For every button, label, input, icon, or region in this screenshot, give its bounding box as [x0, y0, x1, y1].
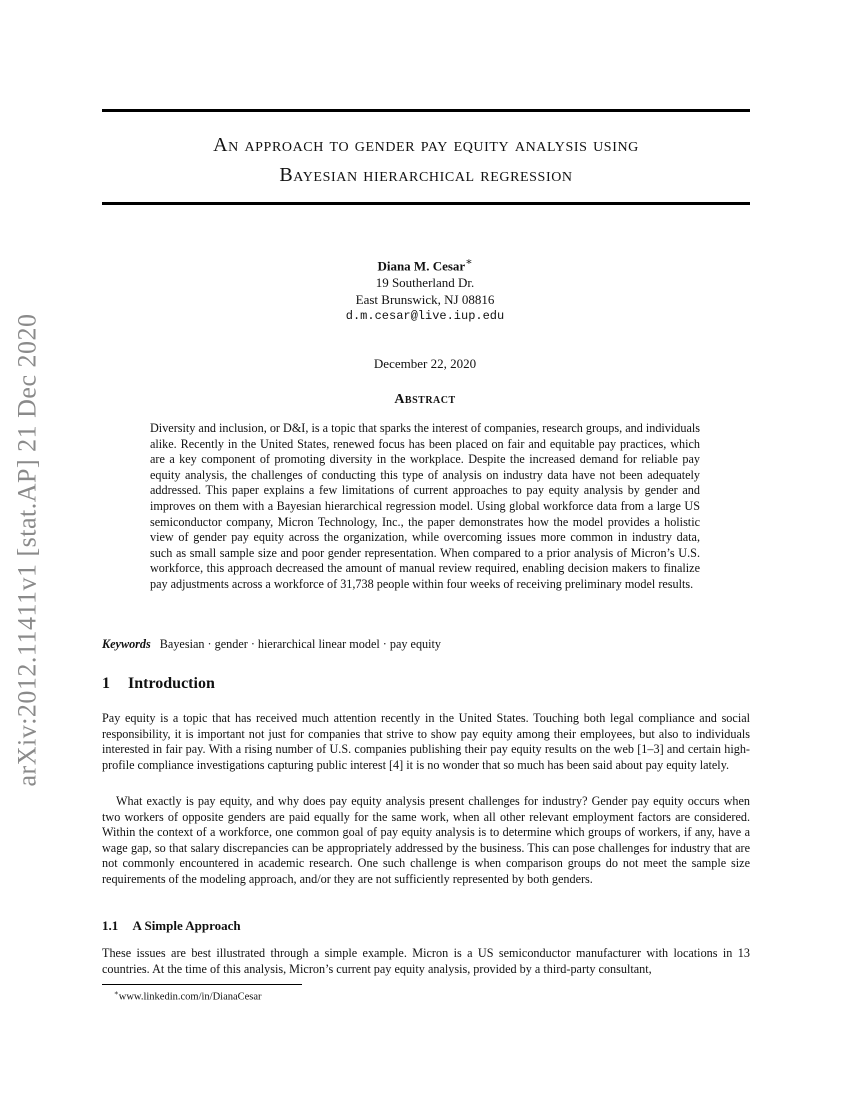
author-email: d.m.cesar@live.iup.edu: [345, 309, 505, 324]
footnote: [114, 989, 262, 1003]
subsection-heading-simple-approach: [102, 918, 750, 934]
title-line-2: Bayesian hierarchical regression: [279, 164, 573, 186]
subsection-title: A Simple Approach: [132, 918, 241, 933]
keywords-line: [102, 637, 750, 652]
footnote-link[interactable]: www.linkedin.com/in/DianaCesar: [118, 991, 262, 1003]
paper-date: December 22, 2020: [373, 356, 477, 371]
introduction-paragraph-2: What exactly is pay equity, and why does pay equity analysis present challenges for industry? Gender pay equity occurs when two workers of opposite genders are paid equally for the same work, when all other relevant employment factors are considered. Within the context of a workforce, one common goal of pay equity analysis is to determine which groups of workers, if any, have a wage gap, so that salary discrepancies can be appropriately addressed by the business. This can pose challenges for industry that are not commonly encountered in academic research. One such challenge is when comparison groups do not meet the sample size requirements of the modeling approach, and/or they are not sufficiently represented by both genders.: [102, 794, 750, 886]
footnote-rule: [102, 984, 302, 985]
footnote-mark: ∗: [114, 989, 119, 997]
keywords-list: Bayesian · gender · hierarchical linear model · pay equity: [159, 637, 442, 651]
author-name: Diana M. Cesar: [377, 258, 466, 274]
simple-approach-paragraph-1: These issues are best illustrated through a simple example. Micron is a US semiconductor manufacturer with locations in 13 countries. At the time of this analysis, Micron’s current pay equity analysis, provided by a third-party consultant,: [102, 946, 750, 976]
title-bottom-rule: [102, 202, 750, 205]
paper-title: [102, 130, 750, 190]
title-top-rule: [102, 109, 750, 112]
subsection-number: 1.1: [102, 918, 119, 933]
author-address-1: 19 Southerland Dr.: [375, 275, 475, 291]
keywords-label: Keywords: [102, 637, 151, 651]
author-block: [230, 254, 620, 325]
section-number: 1: [102, 675, 110, 692]
section-title: Introduction: [128, 675, 215, 692]
arxiv-identifier: arXiv:2012.11411v1 [stat.AP] 21 Dec 2020: [12, 313, 42, 787]
author-address-2: East Brunswick, NJ 08816: [355, 292, 495, 308]
title-line-1: An approach to gender pay equity analysis using: [213, 134, 639, 156]
abstract-heading: Abstract: [394, 392, 456, 407]
abstract-text: Diversity and inclusion, or D&I, is a topic that sparks the interest of companies, research groups, and individuals alike. Recently in the United States, renewed focus has been placed on fair and equitable pay practices, which are a key component of promoting diversity in the workplace. Despite the increased demand for reliable pay equity analysis, the challenges of conducting this type of analysis on industry data have not been adequately addressed. This paper explains a few limitations of current approaches to pay equity analysis by gender and improves on them with a Bayesian hierarchical regression model. Using global workforce data from a large US semiconductor company, Micron Technology, Inc., the paper demonstrates how the model provides a holistic view of gender pay equity across the organization, while overcoming issues more common in industry data, such as small sample size and poor gender representation. When compared to a prior analysis of Micron’s U.S. workforce, this approach decreased the amount of manual review required, enabling decision makers to finalize pay adjustments across a workforce of 31,738 people within four weeks of receiving preliminary model results.: [150, 421, 701, 591]
author-footnote-mark: ∗: [465, 256, 473, 268]
arxiv-identifier-sidebar: [2, 290, 52, 810]
introduction-paragraph-1: Pay equity is a topic that has received much attention recently in the United States. Touching both legal compliance and social responsibility, it is important not just for companies that strive to show pay equity among their employees, but also to individuals interested in fair pay. With a rising number of U.S. companies publishing their pay equity results on the web [1–3] and certain high-profile compliance investigations capturing public interest [4] it is no wonder that so much has been said about pay equity lately.: [102, 711, 750, 772]
section-heading-introduction: [102, 675, 750, 693]
author-name-line: [230, 254, 620, 274]
